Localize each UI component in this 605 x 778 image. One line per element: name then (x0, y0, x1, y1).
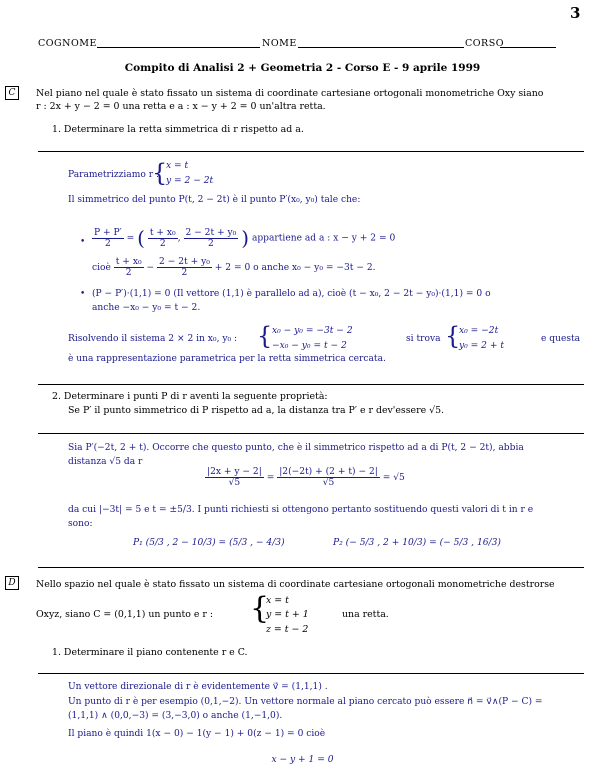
point-p1: P₁ (5/3 , 2 − 10/3) = (5/3 , − 4/3) (133, 538, 285, 548)
section-d-intro-2b: una retta. (342, 609, 389, 620)
bullet-1-tail-2: + 2 = 0 o anche x₀ − y₀ = −3t − 2. (214, 263, 376, 273)
cognome-field-line[interactable] (97, 47, 260, 48)
section-c-question-2-line-2: Se P′ il punto simmetrico di P rispetto ad a, la distanza tra P′ e r dev'essere √5. (68, 405, 445, 416)
page-number: 3 (570, 4, 581, 22)
corso-label: CORSO (465, 38, 505, 49)
param-row-2: y = 2 − 2t (166, 176, 214, 186)
nome-label: NOME (262, 38, 297, 49)
divider (38, 433, 584, 434)
solution-2-line-2: distanza √5 da r (68, 457, 143, 467)
section-d-question-1: 1. Determinare il piano contenente r e C. (52, 647, 248, 658)
divider (38, 151, 584, 152)
bullet-2-line-1: (P − P′)·(1,1) = 0 (Il vettore (1,1) è parallelo ad a), cioè (t − x₀, 2 − 2t − y₀)·(1,1) = 0 o (92, 289, 491, 299)
symmetric-intro: Il simmetrico del punto P(t, 2 − 2t) è il punto P′(x₀, y₀) tale che: (68, 195, 361, 205)
system-row-2: −x₀ − y₀ = t − 2 (272, 341, 347, 351)
section-d-solution-line-4: Il piano è quindi 1(x − 0) − 1(y − 1) + 0(z − 1) = 0 cioè (68, 729, 326, 739)
section-c-question-2-line-1: 2. Determinare i punti P di r aventi la seguente proprietà: (52, 391, 328, 402)
solve-label: Risolvendo il sistema 2 × 2 in x₀, y₀ : (68, 334, 238, 344)
solution-2-line-3: da cui |−3t| = 5 e t = ±5/3. I punti richiesti si ottengono pertanto sostituendo questi valori di t in r e (68, 505, 534, 515)
system-row-1: x₀ − y₀ = −3t − 2 (272, 326, 353, 336)
section-c-box: C (5, 86, 19, 100)
fraction-denominator: 2 (181, 268, 188, 278)
divider (38, 567, 584, 568)
brace: { (250, 591, 270, 626)
fraction-denominator: √5 (228, 478, 241, 488)
page-title: Compito di Analisi 2 + Geometria 2 - Corso E - 9 aprile 1999 (124, 62, 481, 74)
cognome-label: COGNOME (38, 38, 97, 49)
section-c-intro-2: r : 2x + y − 2 = 0 una retta e a : x − y + 2 = 0 un'altra retta. (36, 101, 326, 112)
section-d-solution-line-3: (1,1,1) ∧ (0,0,−3) = (3,−3,0) o anche (1,−1,0). (68, 711, 283, 721)
equals-sqrt5: = √5 (382, 473, 405, 483)
section-d-solution-line-1: Un vettore direzionale di r è evidentemente v⃗ = (1,1,1) . (68, 682, 328, 692)
param-label: Parametrizziamo r : (68, 170, 160, 180)
section-d-box: D (5, 576, 19, 590)
point-p2: P₂ (− 5/3 , 2 + 10/3) = (− 5/3 , 16/3) (333, 538, 501, 548)
section-d-intro-1: Nello spazio nel quale è stato fissato un sistema di coordinate cartesiane ortogonali monometriche destrorse (36, 579, 555, 590)
solution-2-line-4: sono: (68, 519, 93, 529)
section-c-intro-1: Nel piano nel quale è stato fissato un sistema di coordinate cartesiane ortogonali monometriche Oxy siano (36, 88, 544, 99)
fraction-numerator: 2 − 2t + y₀ (185, 227, 237, 238)
solution-2-line-1: Sia P′(−2t, 2 + t). Occorre che questo punto, che è il simmetrico rispetto ad a di P(t, 2 − 2t), abbia (68, 443, 524, 453)
fraction-denominator: 2 (104, 238, 111, 249)
minus-sign: − (146, 263, 155, 273)
brace: { (152, 159, 168, 187)
divider (38, 673, 584, 674)
result-row-1: x₀ = −2t (459, 326, 499, 336)
section-c-question-1: 1. Determinare la retta simmetrica di r rispetto ad a. (52, 124, 304, 135)
fraction-numerator: t + x₀ (149, 227, 176, 238)
fraction-numerator: 2 − 2t + y₀ (159, 257, 210, 267)
equals-sign: = (126, 233, 135, 244)
plane-equation: x − y + 1 = 0 (271, 755, 334, 765)
bullet-1-tail: appartiene ad a : x − y + 2 = 0 (251, 233, 396, 244)
line-eq-row-3: z = t − 2 (266, 624, 309, 635)
fraction-denominator: 2 (208, 238, 214, 249)
distance-equation (205, 467, 405, 488)
section-d-solution-line-2: Un punto di r è per esempio (0,1,−2). Un vettore normale al piano cercato può essere n⃗ = v⃗∧(P − C) = (68, 697, 543, 707)
si-trova-text: si trova (406, 334, 441, 344)
bullet-1-line-1: $\frac{P + P'}{2}$ = ( $\frac{\text{t + x₀}}{2}$ , $\frac{\text{2 − 2t + y₀}}{2}$ ) appartiene ad a : x − y + 2 = 0 (94, 226, 396, 250)
fraction-denominator: 2 (125, 268, 132, 278)
bullet-1-line-2 (92, 257, 376, 278)
divider (38, 384, 584, 385)
fraction-denominator: √5 (322, 478, 335, 488)
conclusion-text: è una rappresentazione parametrica per la retta simmetrica cercata. (68, 354, 386, 364)
fraction-numerator: |2x + y − 2| (207, 467, 262, 477)
fraction-denominator: 2 (159, 238, 166, 249)
line-eq-row-2: y = t + 1 (266, 609, 309, 620)
e-questa-text: e questa (541, 334, 581, 344)
cioe-text: cioè (92, 263, 111, 273)
fraction-numerator: |2(−2t) + (2 + t) − 2| (279, 467, 378, 477)
equals-sign: = (266, 473, 275, 483)
param-row-1: x = t (166, 161, 189, 171)
bullet-dot: • (80, 289, 86, 299)
result-row-2: y₀ = 2 + t (459, 341, 505, 351)
fraction-numerator: t + x₀ (115, 257, 142, 267)
bullet-dot: • (80, 237, 86, 247)
line-eq-row-1: x = t (266, 595, 289, 606)
fraction-numerator: P + P′ (94, 227, 122, 238)
nome-field-line[interactable] (298, 47, 464, 48)
brace: { (257, 322, 273, 350)
brace: { (445, 322, 461, 350)
bullet-2-line-2: anche −x₀ − y₀ = t − 2. (92, 303, 201, 313)
corso-field-line[interactable] (500, 47, 556, 48)
section-d-intro-2a: Oxyz, siano C = (0,1,1) un punto e r : (36, 609, 214, 620)
